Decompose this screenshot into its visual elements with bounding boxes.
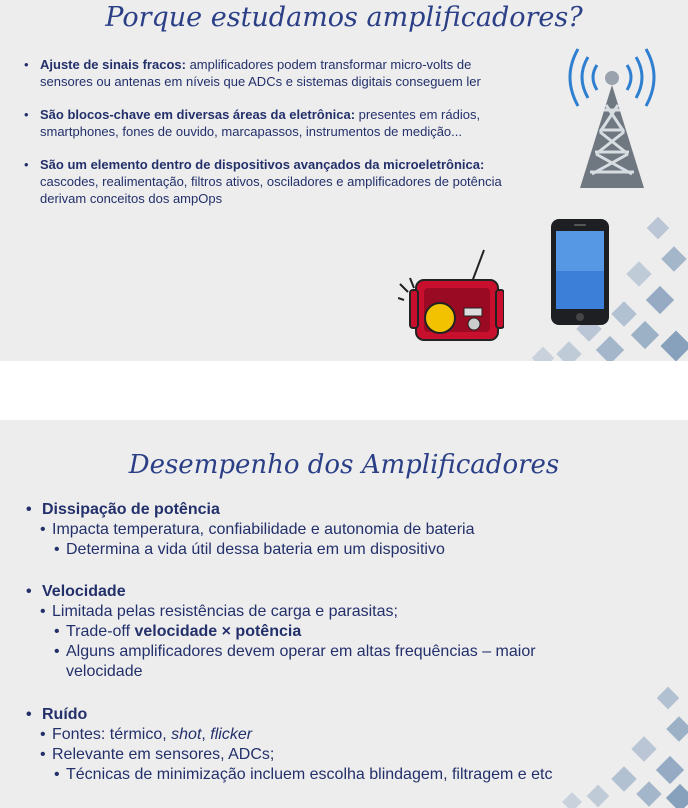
smartphone-icon — [550, 218, 610, 326]
sub-sub-bullet: • Determina a vida útil dessa bateria em um dispositivo — [22, 540, 622, 560]
slide2-title: Desempenho dos Amplificadores — [128, 450, 560, 480]
bullet-weak-signals: • Ajuste de sinais fracos: amplificadores podem transformar micro-volts de sensores ou antenas em níveis que ADCs e sistemas digitais conseguem ler — [22, 56, 512, 90]
bullet-key-blocks: • São blocos-chave em diversas áreas da eletrônica: presentes em rádios, smartphones, fones de ouvido, marcapassos, instrumentos de medição... — [22, 106, 512, 140]
heading-noise: • Ruído — [22, 705, 622, 725]
slide1-title: Porque estudamos amplificadores? — [105, 2, 583, 33]
sub-sub-bullet: • Alguns amplificadores devem operar em altas frequências – maior velocidade — [22, 642, 586, 682]
sub-bullet: • Limitada pelas resistências de carga e parasitas; — [22, 602, 622, 622]
heading-speed: • Velocidade — [22, 582, 622, 602]
slide-amplifier-performance — [0, 420, 688, 808]
section-power-dissipation — [22, 500, 622, 560]
radio-icon — [398, 248, 504, 346]
radio-tower-icon — [562, 40, 662, 190]
sub-bullet: • Impacta temperatura, confiabilidade e autonomia de bateria — [22, 520, 622, 540]
slide-why-amplifiers — [0, 0, 688, 361]
section-speed — [22, 582, 622, 682]
sub-sub-bullet-tradeoff: • Trade-off velocidade × potência — [22, 622, 622, 642]
sub-bullet-sources: • Fontes: térmico, shot, flicker — [22, 725, 622, 745]
heading-power-dissipation: • Dissipação de potência — [22, 500, 622, 520]
slide1-bullet-list — [22, 56, 512, 223]
sub-sub-bullet: • Técnicas de minimização incluem escolha blindagem, filtragem e etc — [22, 765, 622, 785]
bullet-microelectronics: • São um elemento dentro de dispositivos avançados da microeletrônica: cascodes, realimentação, filtros ativos, osciladores e amplificadores de potência derivam conceitos dos ampOps — [22, 156, 512, 207]
diamond-pattern-decoration — [520, 670, 688, 808]
sub-bullet: • Relevante em sensores, ADCs; — [22, 745, 622, 765]
